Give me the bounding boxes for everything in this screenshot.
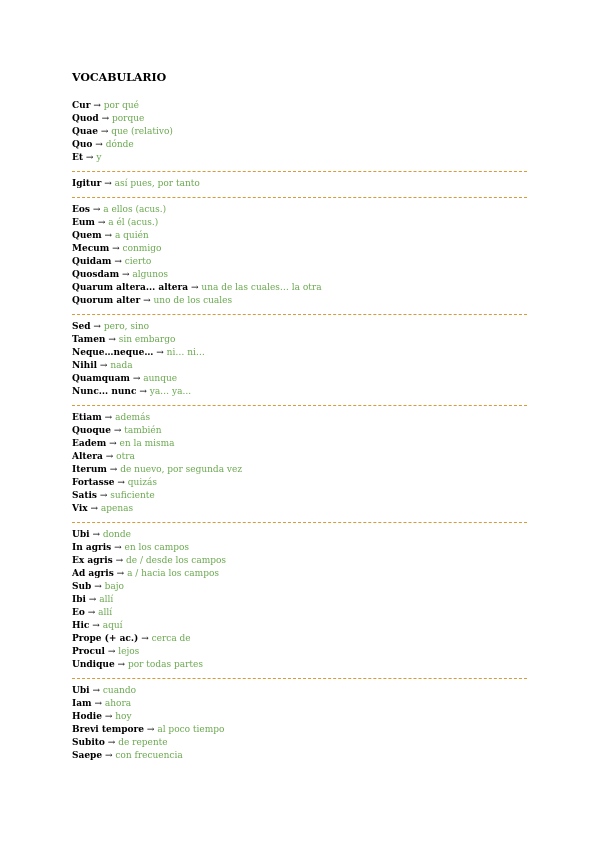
spanish-meaning: con frecuencia	[115, 751, 183, 761]
latin-term: Eadem	[72, 439, 107, 449]
latin-term: Fortasse	[72, 478, 115, 488]
arrow-icon: →	[109, 439, 117, 449]
spanish-meaning: hoy	[115, 712, 132, 722]
arrow-icon: →	[156, 348, 164, 358]
arrow-icon: →	[107, 738, 116, 748]
vocab-entry	[72, 139, 527, 152]
arrow-icon: →	[190, 283, 199, 293]
vocab-entry	[72, 360, 527, 373]
spanish-meaning: apenas	[100, 504, 134, 514]
vocab-entry	[72, 425, 527, 438]
spanish-meaning: lejos	[118, 647, 140, 657]
arrow-icon: →	[92, 205, 101, 215]
spanish-meaning: donde	[102, 530, 131, 540]
arrow-icon: →	[117, 660, 126, 670]
spanish-meaning: por qué	[103, 101, 139, 111]
latin-term: Vix	[72, 504, 88, 514]
vocab-entry	[72, 113, 527, 126]
latin-term: Quem	[72, 231, 102, 241]
arrow-icon: →	[92, 621, 100, 631]
latin-term: Brevi tempore	[72, 725, 145, 735]
spanish-meaning: otra	[116, 452, 135, 462]
vocab-entry	[72, 659, 527, 672]
spanish-meaning: algunos	[132, 270, 169, 280]
arrow-icon: →	[108, 335, 116, 345]
spanish-meaning: porque	[111, 114, 145, 124]
vocab-entry	[72, 230, 527, 243]
latin-term: Etiam	[72, 413, 102, 423]
arrow-icon: →	[104, 179, 112, 189]
arrow-icon: →	[94, 582, 102, 592]
vocab-entry	[72, 490, 527, 503]
latin-term: Quo	[72, 140, 93, 150]
vocab-entry	[72, 646, 527, 659]
vocabulary-list	[72, 100, 527, 763]
vocab-entry	[72, 750, 527, 763]
vocab-entry	[72, 477, 527, 490]
arrow-icon: →	[93, 322, 101, 332]
vocab-section	[72, 412, 527, 516]
vocab-entry	[72, 217, 527, 230]
vocab-section	[72, 178, 527, 191]
latin-term: Quidam	[72, 257, 112, 267]
latin-term: Nihil	[72, 361, 98, 371]
spanish-meaning: cerca de	[151, 634, 191, 644]
arrow-icon: →	[95, 140, 103, 150]
spanish-meaning: dónde	[105, 140, 134, 150]
arrow-icon: →	[116, 569, 125, 579]
arrow-icon: →	[104, 712, 113, 722]
arrow-icon: →	[85, 153, 94, 163]
spanish-meaning: uno de los cuales	[153, 296, 233, 306]
vocab-entry	[72, 724, 527, 737]
arrow-icon: →	[132, 374, 141, 384]
arrow-icon: →	[87, 608, 96, 618]
spanish-meaning: quizás	[127, 478, 157, 488]
spanish-meaning: al poco tiempo	[157, 725, 225, 735]
section-divider	[72, 678, 527, 679]
vocab-entry	[72, 295, 527, 308]
vocab-entry	[72, 542, 527, 555]
vocab-entry	[72, 243, 527, 256]
spanish-meaning: ahora	[104, 699, 132, 709]
spanish-meaning: conmigo	[122, 244, 162, 254]
arrow-icon: →	[107, 647, 116, 657]
arrow-icon: →	[88, 595, 97, 605]
spanish-meaning: a ellos (acus.)	[103, 205, 167, 215]
latin-term: Iterum	[72, 465, 107, 475]
vocab-entry	[72, 321, 527, 334]
spanish-meaning: una de las cuales… la otra	[201, 283, 322, 293]
arrow-icon: →	[113, 426, 122, 436]
latin-term: Quarum altera... altera	[72, 283, 189, 293]
latin-term: Quamquam	[72, 374, 130, 384]
spanish-meaning: en los campos	[124, 543, 190, 553]
vocabulary-document	[72, 71, 527, 763]
spanish-meaning: bajo	[104, 582, 124, 592]
spanish-meaning: de repente	[118, 738, 168, 748]
spanish-meaning: cuando	[102, 686, 137, 696]
latin-term: Quorum alter	[72, 296, 141, 306]
arrow-icon: →	[90, 504, 99, 514]
arrow-icon: →	[104, 413, 113, 423]
vocab-entry	[72, 126, 527, 139]
latin-term: Quod	[72, 114, 99, 124]
arrow-icon: →	[121, 270, 130, 280]
vocab-entry	[72, 581, 527, 594]
latin-term: Iam	[72, 699, 92, 709]
vocab-entry	[72, 152, 527, 165]
vocab-section	[72, 100, 527, 165]
latin-term: Ubi	[72, 686, 90, 696]
arrow-icon: →	[143, 296, 151, 306]
section-divider	[72, 314, 527, 315]
vocab-entry	[72, 607, 527, 620]
arrow-icon: →	[99, 491, 108, 501]
spanish-meaning: que (relativo)	[111, 127, 173, 137]
latin-term: Undique	[72, 660, 115, 670]
spanish-meaning: aquí	[102, 621, 123, 631]
vocab-entry	[72, 633, 527, 646]
latin-term: Procul	[72, 647, 105, 657]
spanish-meaning: ni… ni…	[166, 348, 205, 358]
spanish-meaning: además	[115, 413, 151, 423]
latin-term: Mecum	[72, 244, 110, 254]
vocab-entry	[72, 503, 527, 516]
section-divider	[72, 197, 527, 198]
section-divider	[72, 171, 527, 172]
spanish-meaning: suficiente	[110, 491, 155, 501]
latin-term: Sed	[72, 322, 91, 332]
latin-term: Ubi	[72, 530, 90, 540]
arrow-icon: →	[141, 634, 149, 644]
spanish-meaning: a / hacia los campos	[127, 569, 220, 579]
spanish-meaning: pero, sino	[103, 322, 150, 332]
latin-term: Hic	[72, 621, 90, 631]
latin-term: Satis	[72, 491, 97, 501]
arrow-icon: →	[146, 725, 155, 735]
arrow-icon: →	[99, 361, 108, 371]
spanish-meaning: de nuevo, por segunda vez	[120, 465, 243, 475]
arrow-icon: →	[114, 543, 122, 553]
latin-term: Quae	[72, 127, 98, 137]
spanish-meaning: por todas partes	[127, 660, 203, 670]
latin-term: Ex agris	[72, 556, 113, 566]
latin-term: Ibi	[72, 595, 86, 605]
latin-term: Neque…neque…	[72, 348, 154, 358]
latin-term: Ad agris	[72, 569, 114, 579]
vocab-section	[72, 204, 527, 308]
arrow-icon: →	[97, 218, 106, 228]
latin-term: Subito	[72, 738, 105, 748]
latin-term: Eos	[72, 205, 90, 215]
vocab-entry	[72, 529, 527, 542]
vocab-entry	[72, 269, 527, 282]
spanish-meaning: allí	[99, 595, 114, 605]
vocab-entry	[72, 698, 527, 711]
spanish-meaning: de / desde los campos	[126, 556, 227, 566]
section-divider	[72, 405, 527, 406]
arrow-icon: →	[109, 465, 118, 475]
spanish-meaning: y	[96, 153, 102, 163]
spanish-meaning: sin embargo	[118, 335, 176, 345]
latin-term: In agris	[72, 543, 112, 553]
arrow-icon: →	[112, 244, 120, 254]
vocab-entry	[72, 256, 527, 269]
vocab-section	[72, 685, 527, 763]
vocab-entry	[72, 178, 527, 191]
section-divider	[72, 522, 527, 523]
spanish-meaning: cierto	[124, 257, 152, 267]
vocab-entry	[72, 412, 527, 425]
vocab-entry	[72, 386, 527, 399]
vocab-entry	[72, 568, 527, 581]
latin-term: Prope (+ ac.)	[72, 634, 139, 644]
vocab-entry	[72, 737, 527, 750]
latin-term: Cur	[72, 101, 91, 111]
arrow-icon: →	[104, 751, 113, 761]
arrow-icon: →	[104, 231, 113, 241]
spanish-meaning: en la misma	[119, 439, 175, 449]
latin-term: Quosdam	[72, 270, 120, 280]
latin-term: Eo	[72, 608, 85, 618]
arrow-icon: →	[139, 387, 147, 397]
vocab-entry	[72, 100, 527, 113]
vocab-entry	[72, 620, 527, 633]
vocab-entry	[72, 438, 527, 451]
vocab-entry	[72, 373, 527, 386]
arrow-icon: →	[92, 686, 100, 696]
spanish-meaning: así pues, por tanto	[114, 179, 200, 189]
arrow-icon: →	[117, 478, 125, 488]
spanish-meaning: aunque	[143, 374, 178, 384]
latin-term: Igitur	[72, 179, 102, 189]
arrow-icon: →	[93, 101, 101, 111]
spanish-meaning: a quién	[114, 231, 149, 241]
vocab-entry	[72, 451, 527, 464]
arrow-icon: →	[114, 257, 122, 267]
arrow-icon: →	[101, 114, 110, 124]
arrow-icon: →	[115, 556, 124, 566]
spanish-meaning: allí	[98, 608, 113, 618]
latin-term: Eum	[72, 218, 95, 228]
vocab-section	[72, 321, 527, 399]
latin-term: Et	[72, 153, 84, 163]
arrow-icon: →	[92, 530, 100, 540]
vocab-entry	[72, 464, 527, 477]
vocab-entry	[72, 711, 527, 724]
vocab-entry	[72, 282, 527, 295]
vocab-entry	[72, 204, 527, 217]
latin-term: Hodie	[72, 712, 102, 722]
spanish-meaning: ya… ya...	[149, 387, 192, 397]
vocab-entry	[72, 685, 527, 698]
latin-term: Saepe	[72, 751, 103, 761]
latin-term: Sub	[72, 582, 92, 592]
vocab-section	[72, 529, 527, 672]
vocab-entry	[72, 334, 527, 347]
arrow-icon: →	[105, 452, 114, 462]
spanish-meaning: nada	[110, 361, 133, 371]
page-title: VOCABULARIO	[72, 71, 167, 84]
latin-term: Tamen	[72, 335, 106, 345]
vocab-entry	[72, 347, 527, 360]
latin-term: Nunc... nunc	[72, 387, 137, 397]
latin-term: Quoque	[72, 426, 111, 436]
arrow-icon: →	[94, 699, 102, 709]
vocab-entry	[72, 555, 527, 568]
spanish-meaning: también	[124, 426, 162, 436]
vocab-entry	[72, 594, 527, 607]
latin-term: Altera	[72, 452, 103, 462]
arrow-icon: →	[100, 127, 109, 137]
spanish-meaning: a él (acus.)	[108, 218, 159, 228]
